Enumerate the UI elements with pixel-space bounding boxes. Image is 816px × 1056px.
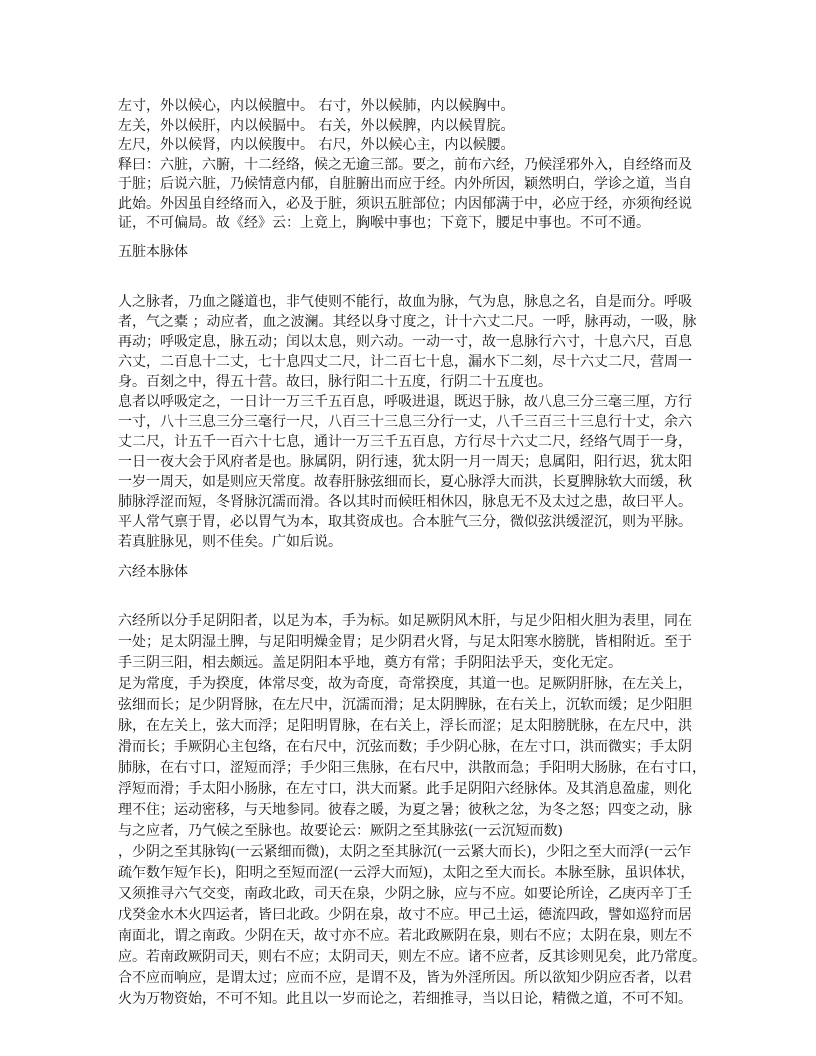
text-line: 此始。外因虽自经络而入，必及于脏，须识五脏部位；内因郁满于中，必应于经，亦须徇经说	[118, 195, 692, 212]
text-line: 戊癸金水木火四运者，皆曰北政。少阴在泉，故寸不应。甲己土运，德流四政，譬如巡狩而居	[118, 907, 692, 923]
text-line: 脉，在左关上，弦大而浮；足阳明胃脉，在右关上，浮长而涩；足太阳膀胱脉，在左尺中，洪	[118, 718, 692, 734]
text-line: 证，不可偏局。故《经》云：上竟上，胸喉中事也；下竟下，腰足中事也。不可不通。	[118, 215, 650, 231]
text-line: 火为万物资始，不可不知。此且以一岁而论之，若细推寻，当以日论，精微之道，不可不知。	[118, 991, 692, 1007]
text-line: 左关，外以候肝，内以候膈中。 右关，外以候脾，内以候胃脘。	[118, 117, 515, 134]
text-line: 丈二尺，计五千一百六十七息，通计一万三千五百息，方行尽十六丈二尺，经络气周于一身，	[118, 434, 692, 450]
text-line: 肺脉，在右寸口，涩短而浮；手少阳三焦脉，在右尺中，洪散而急；手阳明大肠脉，在右寸口，	[118, 760, 706, 776]
text-line: 左寸，外以候心，内以候膻中。 右寸，外以候肺，内以候胸中。	[118, 98, 515, 114]
text-line: 手三阴三阳，相去颇远。盖足阴阳本乎地，奠方有常；手阴阳法乎天，变化无定。	[118, 655, 622, 671]
text-line: 应。若南政厥阴司天，则右不应；太阴司天，则左不应。诸不应者，反其诊则见矣，此乃常度。	[118, 949, 706, 965]
text-line: 与之应者，乃气候之至脉也。故要论云：厥阴之至其脉弦(一云沉短而数)	[118, 823, 563, 839]
text-line: 一寸，八十三息三分三毫行一尺，八百三十三息三分行一丈，八千三百三十三息行十丈，余六	[118, 414, 692, 430]
text-line: 若真脏脉见，则不佳矣。广如后说。	[118, 534, 342, 550]
text-line: 于脏；后说六脏，乃候情意内郁，自脏腑出而应于经。内外所因，颖然明白，学诊之道，当自	[118, 176, 692, 192]
pulse-positions-paragraph	[118, 97, 718, 234]
text-line: 足为常度，手为揆度，体常尽变，故为奇度，奇常揆度，其道一也。足厥阴肝脉，在左关上，	[118, 676, 692, 692]
text-line: 释曰：六脏，六腑，十二经络，候之无逾三部。要之，前布六经，乃候淫邪外入，自经络而及	[118, 156, 692, 173]
text-line: 浮短而滑；手太阳小肠脉，在左寸口，洪大而紧。此手足阴阳六经脉体。及其消息盈虚，则化	[118, 781, 692, 797]
text-line: 一日一夜大会于风府者是也。脉属阴，阴行速，犹太阴一月一周天；息属阳，阳行迟，犹太阳	[118, 454, 692, 470]
text-line: ，少阴之至其脉钩(一云紧细而微)，太阴之至其脉沉(一云紧大而长)，少阳之至大而浮(一云乍	[118, 844, 692, 860]
text-line: 再动；呼吸定息，脉五动；闰以太息，则六动。一动一寸，故一息脉行六寸，十息六尺，百息	[118, 334, 692, 350]
section-heading-five-organs: 五脏本脉体	[118, 244, 188, 260]
text-line: 者，气之橐 ；动应者，血之波澜。其经以身寸度之，计十六丈二尺。一呼，脉再动，一吸，脉	[118, 314, 697, 330]
text-line: 合不应而响应，是谓太过；应而不应，是谓不及，皆为外淫所因。所以欲知少阴应否者，以君	[118, 970, 692, 986]
text-line: 理不住；运动密移，与天地参同。彼春之暖，为夏之暑；彼秋之忿，为冬之怒；四变之动，脉	[118, 802, 692, 818]
text-line: 疏乍数乍短乍长)，阳明之至短而涩(一云浮大而短)，太阳之至大而长。本脉至脉，虽识体状，	[118, 865, 695, 881]
text-line: 息者以呼吸定之，一日计一万三千五百息，呼吸进退，既迟于脉，故八息三分三毫三厘，方行	[118, 394, 692, 410]
text-line: 身。百刻之中，得五十营。故曰，脉行阳二十五度，行阴二十五度也。	[118, 374, 552, 390]
text-line: 一处；足太阴湿土脾，与足阳明燥金胃；足少阴君火肾，与足太阳寒水膀胱，皆相附近。至于	[118, 634, 692, 650]
five-organs-paragraph	[118, 292, 718, 552]
text-line: 六经所以分手足阴阳者，以足为本，手为标。如足厥阴风木肝，与足少阳相火胆为表里，同在	[118, 613, 692, 629]
text-line: 一岁一周天，如是则应天常度。故春肝脉弦细而长，夏心脉浮大而洪，长夏脾脉软大而缓，秋	[118, 474, 692, 490]
text-line: 平人常气禀于胃，必以胃气为本，取其资成也。合本脏气三分，微似弦洪缓涩沉，则为平脉。	[118, 514, 692, 530]
text-line: 左尺，外以候肾，内以候腹中。 右尺，外以候心主，内以候腰。	[118, 137, 515, 153]
six-channels-paragraph	[118, 611, 718, 1010]
text-line: 滑而长；手厥阴心主包络，在右尺中，沉弦而数；手少阴心脉，在左寸口，洪而微实；手太阴	[118, 739, 692, 755]
text-line: 又须推寻六气交变，南政北政，司天在泉，少阴之脉，应与不应。如要论所诠，乙庚丙辛丁壬	[118, 886, 692, 902]
section-heading-six-channels: 六经本脉体	[118, 564, 188, 580]
text-line: 弦细而长；足少阴肾脉，在左尺中，沉濡而滑；足太阴脾脉，在右关上，沉软而缓；足少阳胆	[118, 697, 692, 713]
text-line: 六丈，二百息十二丈，七十息四丈二尺，计二百七十息，漏水下二刻，尽十六丈二尺，营周一	[118, 354, 692, 370]
text-line: 人之脉者，乃血之隧道也，非气使则不能行，故血为脉，气为息，脉息之名，自是而分。呼吸	[118, 294, 692, 310]
text-line: 南面北，谓之南政。少阴在天，故寸亦不应。若北政厥阴在泉，则右不应；太阴在泉，则左不	[118, 928, 692, 944]
text-line: 肺脉浮涩而短，冬肾脉沉濡而滑。各以其时而候旺相休囚，脉息无不及太过之患，故曰平人。	[118, 494, 692, 510]
